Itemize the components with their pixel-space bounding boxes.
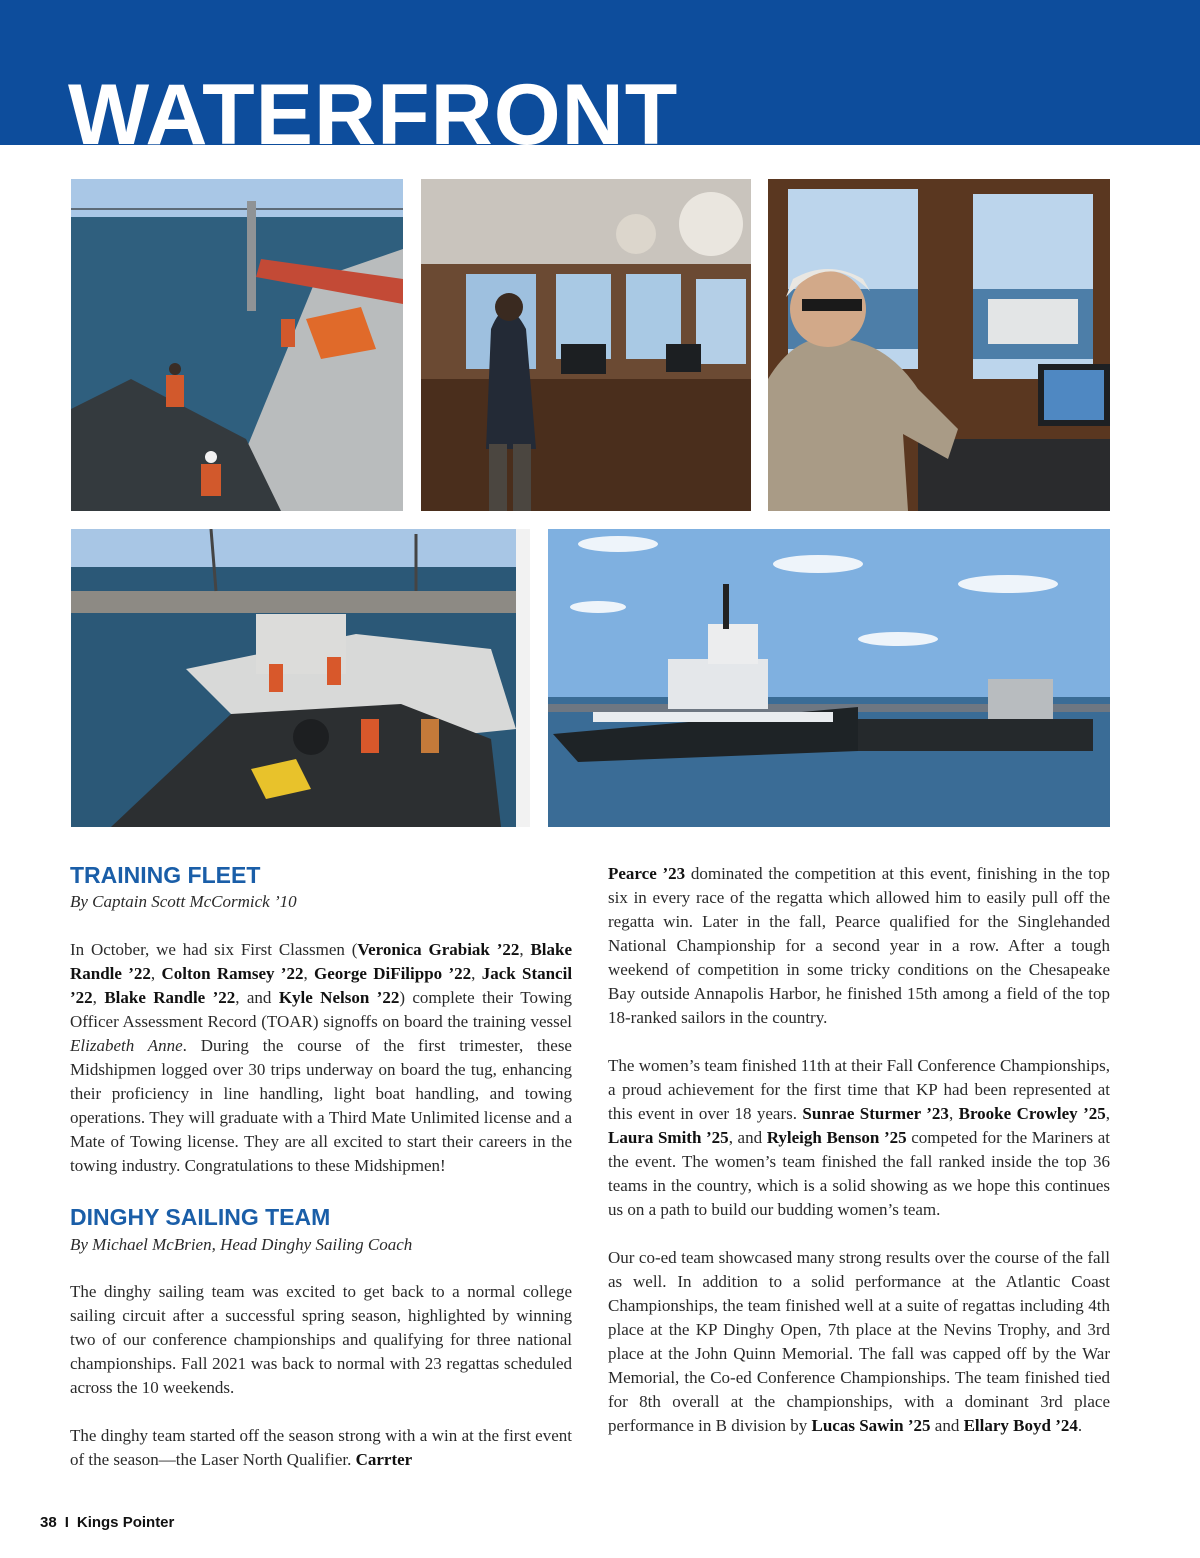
right-column bbox=[608, 862, 1110, 1438]
deck-lines-crew-icon bbox=[71, 529, 530, 827]
header-banner bbox=[0, 0, 1200, 145]
dinghy-paragraph-3: Pearce ’23 dominated the competition at this event, finishing in the top six in every race of the regatta which allowed him to easily pull off the regatta win. Later in the fall, Pearce qualified for the Singlehanded National Championship for a second year in a row. After a tough weekend of competition in some tricky conditions on the Chesapeake Bay outside Annapolis Harbor, he finished 15th among a field of the top 18-ranked sailors in the country. bbox=[608, 864, 1111, 1027]
tug-operator-icon bbox=[768, 179, 1110, 511]
wheelhouse-photo bbox=[421, 179, 751, 511]
training-fleet-heading: TRAINING FLEET bbox=[70, 862, 261, 888]
tug-and-barge-photo bbox=[548, 529, 1110, 827]
barge-deck-crew-icon bbox=[71, 179, 403, 511]
coed-team-paragraph: Our co-ed team showcased many strong results over the course of the fall as well. In addition to a solid performance at the Atlantic Coast Championships, the team finished well at a suite of regattas including 4th place at the KP Dinghy Open, 7th place at the Nevins Trophy, and 3rd place at the John Quinn Memorial. The fall was capped off by the War Memorial, the Co-ed Conference Championships. The team finished tied for 8th overall at the championships, with a dominant 3rd place performance in B division by Lucas Sawin ’25 and Ellary Boyd ’24. bbox=[608, 1248, 1110, 1435]
page-number: 38 bbox=[40, 1514, 57, 1531]
dinghy-paragraph-1: The dinghy sailing team was excited to get back to a normal college sailing circuit after a successful spring season, highlighted by winning two of our conference championships and qualifying for three national championships. Fall 2021 was back to normal with 23 regattas scheduled across the 10 weekends. bbox=[70, 1282, 572, 1398]
footer-separator: I bbox=[64, 1514, 69, 1531]
dinghy-sailing-byline: By Michael McBrien, Head Dinghy Sailing Coach bbox=[70, 1234, 413, 1254]
tug-and-barge-icon bbox=[548, 529, 1110, 827]
dinghy-sailing-heading: DINGHY SAILING TEAM bbox=[70, 1204, 331, 1231]
training-fleet-paragraph: In October, we had six First Classmen (Veronica Grabiak ’22, Blake Randle ’22, Colton Ramsey ’22, George DiFilippo ’22, Jack Stancil ’22, Blake Randle ’22, and Kyle Nelson ’22) complete their Towing Officer Assessment Record (TOAR) signoffs on board the training vessel Elizabeth Anne. During the course of the first trimester, these Midshipmen logged over 30 trips underway on board the tug, enhancing their proficiency in line handling, light boat handling, and towing operations. They will graduate with a Third Mate Unlimited license and a Mate of Towing license. They are all excited to start their careers in the towing industry. Congratulations to these Midshipmen! bbox=[70, 940, 573, 1176]
tug-operator-photo bbox=[768, 179, 1110, 511]
wheelhouse-helm-icon bbox=[421, 179, 751, 511]
barge-deck-crew-photo bbox=[71, 179, 403, 511]
page-footer bbox=[40, 1514, 174, 1531]
deck-lines-photo bbox=[71, 529, 530, 827]
left-column bbox=[70, 862, 572, 1472]
dinghy-paragraph-2: The dinghy team started off the season strong with a win at the first event of the season—the Laser North Qualifier. Carrter bbox=[70, 1426, 572, 1470]
publication-name: Kings Pointer bbox=[76, 1514, 175, 1531]
page-title: WATERFRONT bbox=[68, 67, 679, 145]
womens-team-paragraph: The women’s team finished 11th at their Fall Conference Championships, a proud achievement for the first time that KP had been represented at this event in over 18 years. Sunrae Sturmer ’23, Brooke Crowley ’25, Laura Smith ’25, and Ryleigh Benson ’25 competed for the Mariners at the event. The women’s team finished the fall ranked inside the top 36 teams in the country, which is a solid showing as we hope this continues us on a path to build our budding women’s team. bbox=[608, 1056, 1111, 1219]
training-fleet-byline: By Captain Scott McCormick ’10 bbox=[70, 892, 297, 912]
